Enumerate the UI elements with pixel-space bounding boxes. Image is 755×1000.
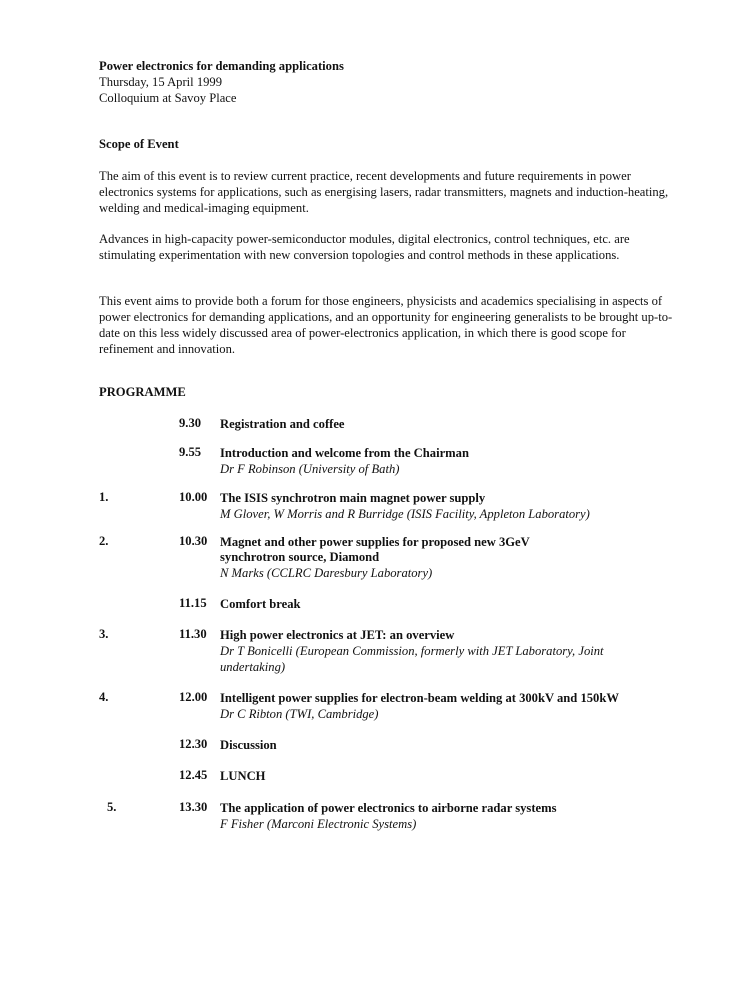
- item-title: Magnet and other power supplies for proposed new 3GeV: [220, 535, 530, 549]
- scope-paragraph-2: Advances in high-capacity power-semiconductor modules, digital electronics, control techniques, etc. are stimulating experimentation with new conversion topologies and control methods in these applications.: [99, 232, 630, 262]
- item-title: High power electronics at JET: an overview: [220, 628, 455, 642]
- item-speaker-continued: undertaking): [220, 660, 286, 674]
- item-number: 3.: [99, 627, 109, 641]
- scope-paragraph-1: The aim of this event is to review current practice, recent developments and future requirements in power electronics systems for applications, such as energising lasers, radar transmitters, magnets and induction-heating, welding and medical-imaging equipment.: [99, 169, 669, 215]
- item-number: 5.: [107, 800, 117, 814]
- item-speaker: F Fisher (Marconi Electronic Systems): [220, 817, 417, 831]
- scope-heading: Scope of Event: [99, 137, 179, 151]
- item-title: Intelligent power supplies for electron-beam welding at 300kV and 150kW: [220, 691, 619, 705]
- programme-heading: PROGRAMME: [99, 385, 186, 399]
- item-time: 11.30: [179, 627, 207, 641]
- item-speaker: Dr F Robinson (University of Bath): [220, 462, 400, 476]
- item-time: 9.30: [179, 416, 202, 430]
- item-time: 11.15: [179, 596, 207, 610]
- item-number: 2.: [99, 534, 109, 548]
- item-time: 10.30: [179, 534, 208, 548]
- event-title: Power electronics for demanding applications: [99, 59, 344, 73]
- item-title: Discussion: [220, 738, 277, 752]
- item-title: The application of power electronics to airborne radar systems: [220, 801, 557, 815]
- item-title: LUNCH: [220, 769, 266, 783]
- event-venue: Colloquium at Savoy Place: [99, 91, 237, 105]
- item-speaker: M Glover, W Morris and R Burridge (ISIS Facility, Appleton Laboratory): [220, 507, 590, 521]
- item-number: 4.: [99, 690, 109, 704]
- item-number: 1.: [99, 490, 109, 504]
- item-time: 12.30: [179, 737, 208, 751]
- item-time: 13.30: [179, 800, 208, 814]
- item-title: Introduction and welcome from the Chairman: [220, 446, 469, 460]
- item-time: 12.00: [179, 690, 208, 704]
- item-speaker: N Marks (CCLRC Daresbury Laboratory): [220, 566, 433, 580]
- scope-paragraph-3: This event aims to provide both a forum for those engineers, physicists and academics specialising in aspects of power electronics for demanding applications, and an opportunity for engineering generalists to be brought up-to-date on this less widely discussed area of power-electronics application, in which there is good scope for refinement and innovation.: [99, 294, 673, 356]
- event-date: Thursday, 15 April 1999: [99, 75, 223, 89]
- item-time: 10.00: [179, 490, 208, 504]
- item-title: Comfort break: [220, 597, 301, 611]
- item-time: 9.55: [179, 445, 202, 459]
- item-title: Registration and coffee: [220, 417, 345, 431]
- item-time: 12.45: [179, 768, 208, 782]
- item-speaker: Dr T Bonicelli (European Commission, formerly with JET Laboratory, Joint: [220, 644, 604, 658]
- item-speaker: Dr C Ribton (TWI, Cambridge): [220, 707, 379, 721]
- item-title-continued: synchrotron source, Diamond: [220, 550, 380, 564]
- item-title: The ISIS synchrotron main magnet power supply: [220, 491, 486, 505]
